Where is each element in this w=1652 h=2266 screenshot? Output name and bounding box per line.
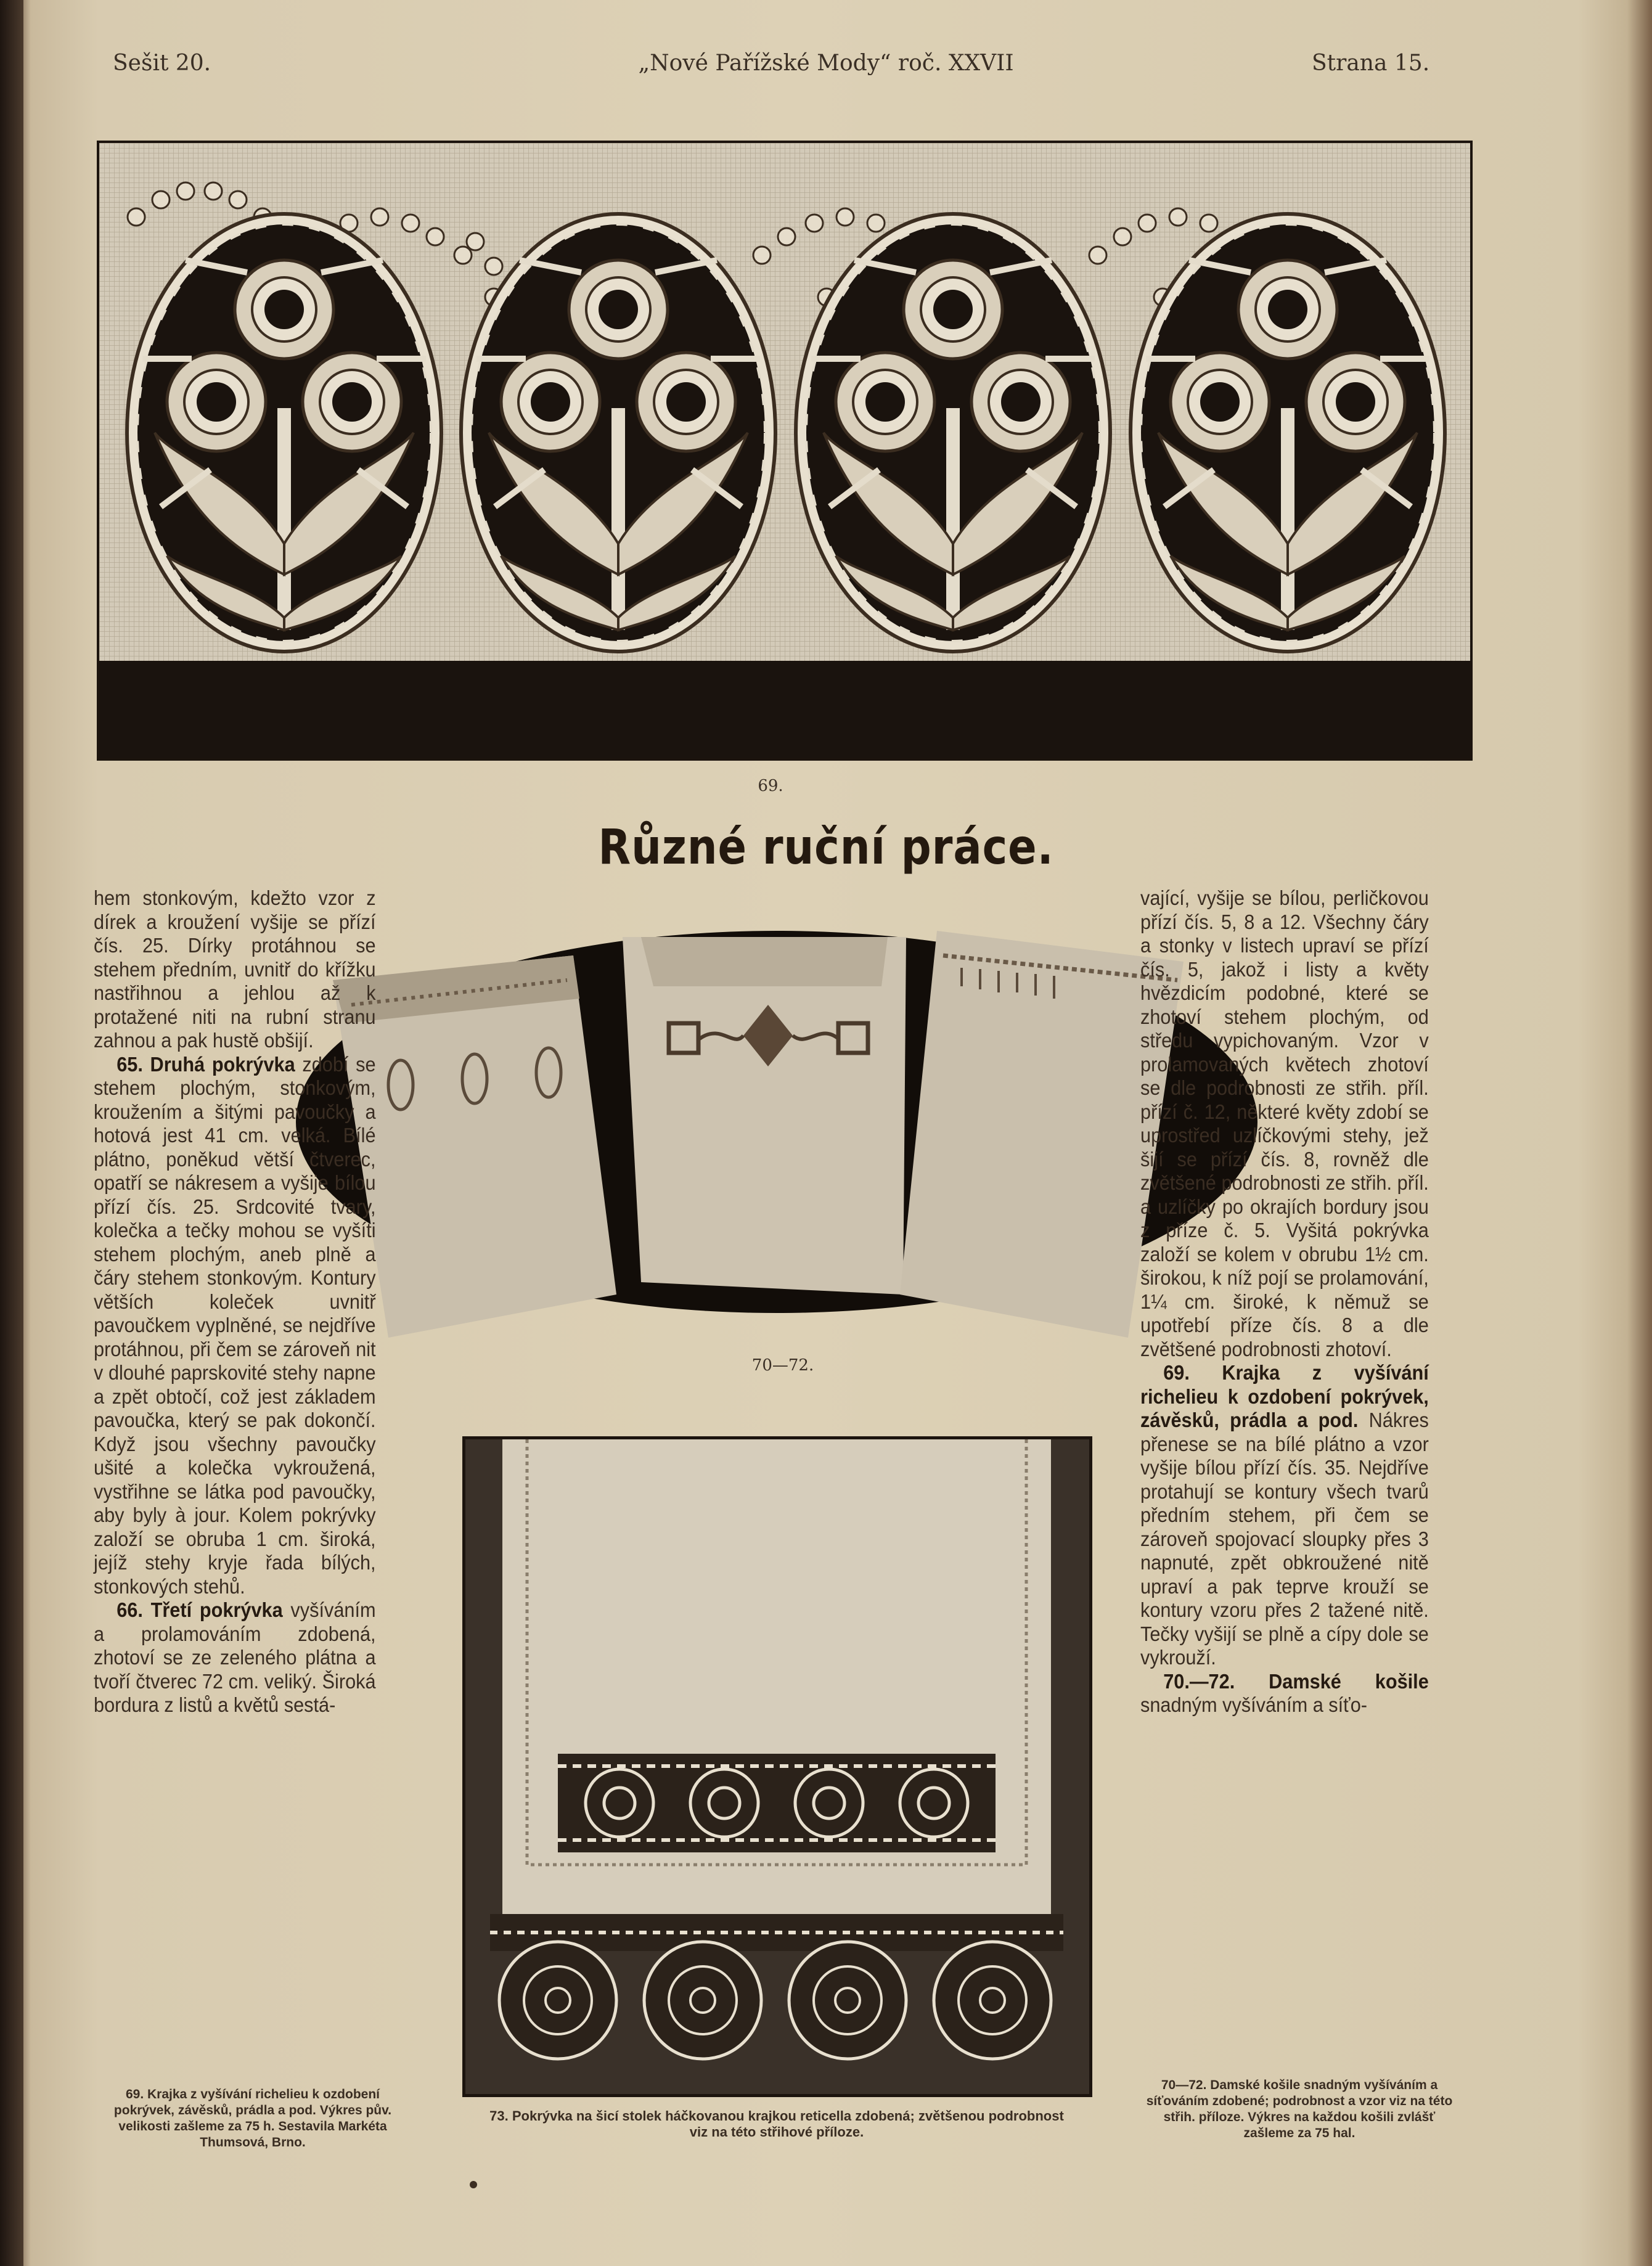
right-text-column [1140,886,1429,2058]
left-text-column [94,886,376,1990]
item-66-heading: 66. Třetí pokrývka [117,1598,283,1621]
figure-70-72-label: 70—72. [751,1356,814,1375]
book-spine [0,0,23,2266]
figure-73-caption: 73. Pokrývka na šicí stolek háčkovanou krajkou reticella zdobená; zvětšenou podrobnost viz na této střihové příloze. [489,2108,1064,2140]
chemises-photo [296,912,1257,1344]
table-cover-photo [465,1439,1089,2094]
paragraph-64-continued: hem stonkovým, kdežto vzor z dírek a kroužení vyšije se přízí čís. 25. Dírky protáhnou se stehem předním, uvnitř do křížku nastřihnou a jehlou až k protažené niti na rubní stranu zahnou a pak hustě obšijí. [94,886,376,1052]
footnote-70-72: 70—72. Damské košile snadným vyšíváním a síťováním zdobené; podrobnost a vzor viz na této střih. příloze. Výkres na každou košili zvlášť zašleme za 75 hal. [1146,2078,1453,2140]
item-70-72-heading: 70.—72. Damské košile [1163,1669,1429,1693]
chemise-middle [623,937,906,1295]
ink-speck [470,2181,477,2188]
item-66-continued: vající, vyšije se bílou, perličkovou přízí čís. 5, 8 a 12. Všechny čáry a stonky v listech upraví se přízí čís. 5, jakož i listy a květy hvězdicím podobné, které se zhotoví stehem plochým, od středu vypichovaným. Vzor v prolamovaných květech zhotoví se dle podrobnosti ze střih. příl. přízí č. 12, některé květy zdobí se uprostřed uzlíčkovými stehy, jež šijí se přízí čís. 8, rovněž dle zvětšené podrobnosti ze střih. příl. a uzlíčky po okrajích bordury jsou z příze č. 5. Vyšitá pokrývka založí se kolem v obrubu 1½ cm. širokou, k níž pojí se prolamování, 1¼ cm. široké, k němuž se upotřebí příze čís. 8 a dle zvětšené podrobnosti zhotoví. [1140,886,1429,1360]
item-66-text: vyšíváním a prolamováním zdobená, zhotoví se ze zeleného plátna a tvoří čtverec 72 cm. veliký. Široká bordura z listů a květů sestá- [94,1598,376,1716]
footnote-69: 69. Krajka z vyšívání richelieu k ozdobení pokrývek, závěsků, prádla a pod. Výkres pův. velikosti zašleme za 75 h. Sestavila Markéta Thumsová, Brno. [113,2087,392,2149]
issue-number: Sešit 20. [113,51,211,76]
item-69-text: Nákres přenese se na bílé plátno a vzor vyšije bílou přízí čís. 35. Nejdříve protahují se kontury všech tvarů předním stehem, při čem se zároveň spojovací sloupky přes 3 napnuté, zpět obkroužené nitě upraví a pak teprve krouží se kontury vzoru přes 2 tažené nitě. Tečky vyšijí se plně a cípy dole se vykrouží. [1140,1409,1429,1669]
figure-70-72-chemises [296,912,1257,1344]
figure-69-richelieu-lace [97,141,1473,761]
item-69-heading: 69. Krajka z vyšívání richelieu k ozdobení pokrývek, závěsků, prádla a pod. [1140,1361,1429,1431]
article-title: Různé ruční práce. [598,820,1054,875]
page-number: Strana 15. [1312,51,1430,76]
crochet-insert-band [558,1754,996,1852]
item-65-text: zdobí se stehem plochým, stonkovým, kroužením a šitými pavoučky a hotová jest 41 cm. velká. Bílé plátno, poněkud větší čtverec, opatří se nákresem a vyšije bílou přízí čís. 25. Srdcovité tvary, kolečka a tečky mohou se vyšíti stehem plochým, aneb plně a čáry stehem stonkovým. Kontury větších koleček uvnitř pavoučkem vyplněné, se nejdříve protáhnou, při čem se zároveň nit v dlouhé paprskovité stehy napne a zpět obtočí, což jest základem pavoučka, který se pak dokončí. Když jsou všechny pavoučky ušité a kolečka vykroužená, vystřihne se látka pod pavoučky, aby byly à jour. Kolem pokrývky založí se obruba 1 cm. široká, jejíž stehy kryje řada bílých, stonkových stehů. [94,1052,376,1598]
figure-73-table-cover [462,1436,1092,2097]
figure-69-label: 69. [758,777,783,795]
lace-illustration [99,143,1470,758]
item-65-heading: 65. Druhá pokrývka [117,1052,295,1076]
magazine-title: „Nové Pařížské Mody“ roč. XXVII [638,51,1014,76]
item-70-72-text: snadným vyšíváním a síťo- [1140,1693,1367,1716]
